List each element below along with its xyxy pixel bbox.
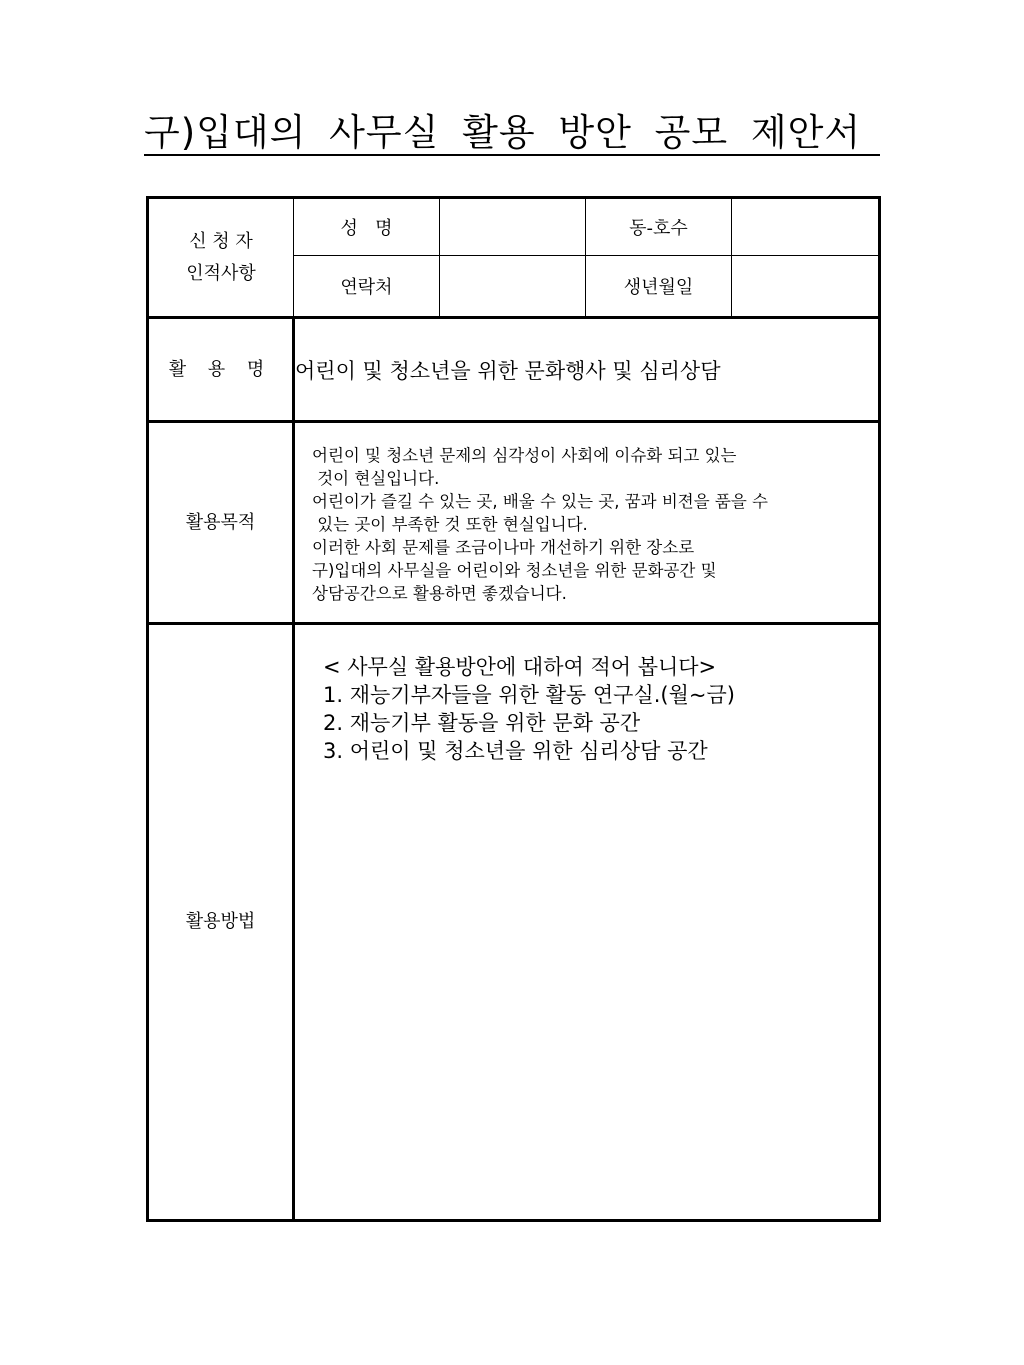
applicant-label-line2: 인적사항 bbox=[186, 262, 256, 284]
use-name-row bbox=[148, 318, 880, 422]
purpose-line: 어린이가 즐길 수 있는 곳, 배울 수 있는 곳, 꿈과 비젼을 품을 수 bbox=[312, 492, 768, 511]
use-name-label: 활 용 명 bbox=[148, 318, 294, 422]
birth-label: 생년월일 bbox=[586, 256, 732, 318]
method-content bbox=[294, 624, 880, 1221]
purpose-line: 있는 곳이 부족한 것 또한 현실입니다. bbox=[312, 515, 588, 534]
name-label bbox=[294, 198, 440, 256]
method-line: 3. 어린이 및 청소년을 위한 심리상담 공간 bbox=[323, 739, 708, 763]
applicant-label-line1: 신 청 자 bbox=[189, 230, 253, 252]
applicant-section-label bbox=[148, 198, 294, 318]
name-value-field[interactable] bbox=[440, 198, 586, 256]
purpose-line: 이러한 사회 문제를 조금이나마 개선하기 위한 장소로 bbox=[312, 538, 695, 557]
purpose-line: 상담공간으로 활용하면 좋겠습니다. bbox=[312, 584, 567, 603]
applicant-row-1 bbox=[148, 198, 880, 256]
method-line: 2. 재능기부 활동을 위한 문화 공간 bbox=[323, 711, 641, 735]
purpose-label: 활용목적 bbox=[148, 422, 294, 624]
unit-value-field[interactable] bbox=[732, 198, 880, 256]
unit-label: 동-호수 bbox=[586, 198, 732, 256]
proposal-form-table bbox=[146, 196, 881, 1222]
purpose-line: 구)입대의 사무실을 어린이와 청소년을 위한 문화공간 및 bbox=[312, 561, 717, 580]
document-title: 구)입대의 사무실 활용 방안 공모 제안서 bbox=[144, 111, 862, 154]
method-label: 활용방법 bbox=[148, 624, 294, 1221]
use-name-value: 어린이 및 청소년을 위한 문화행사 및 심리상담 bbox=[294, 318, 880, 422]
purpose-line: 어린이 및 청소년 문제의 심각성이 사회에 이슈화 되고 있는 bbox=[312, 446, 737, 465]
method-row bbox=[148, 624, 880, 1221]
name-label-text: 성 명 bbox=[340, 218, 393, 239]
method-line: < 사무실 활용방안에 대하여 적어 봅니다> bbox=[323, 655, 717, 679]
contact-value-field[interactable] bbox=[440, 256, 586, 318]
method-line: 1. 재능기부자들을 위한 활동 연구실.(월~금) bbox=[323, 683, 735, 707]
purpose-line: 것이 현실입니다. bbox=[312, 469, 440, 488]
birth-value-field[interactable] bbox=[732, 256, 880, 318]
purpose-row bbox=[148, 422, 880, 624]
title-underline bbox=[144, 154, 880, 156]
contact-label: 연락처 bbox=[294, 256, 440, 318]
purpose-content bbox=[294, 422, 880, 624]
